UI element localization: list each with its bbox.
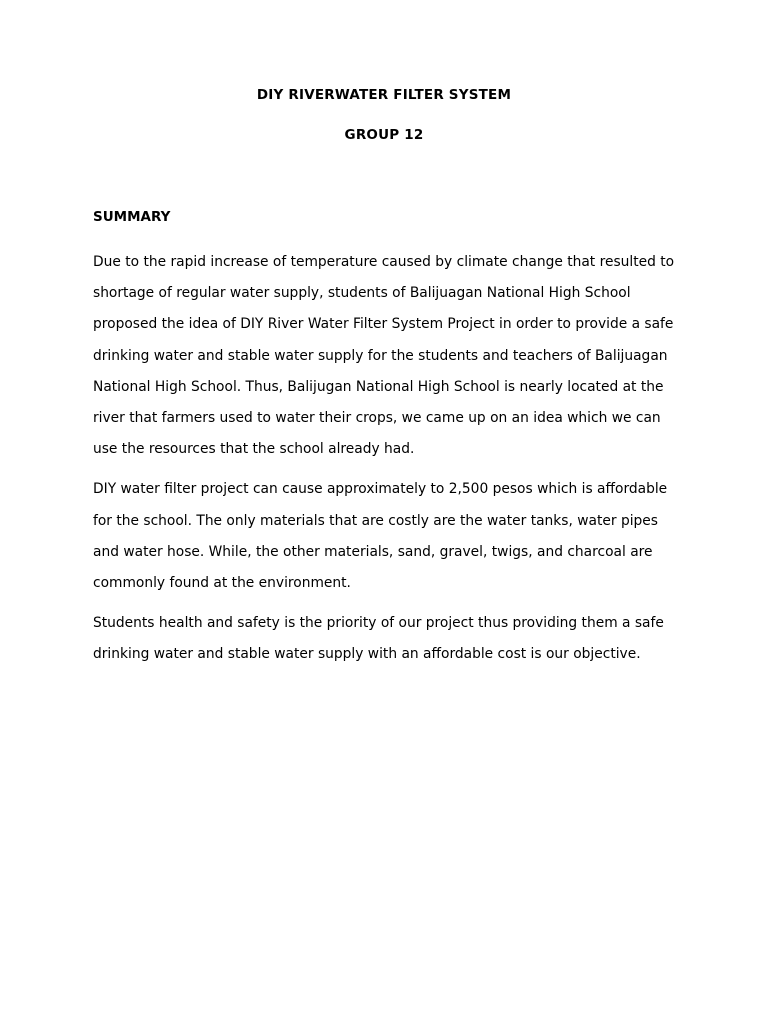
- group-label: GROUP 12: [344, 127, 424, 143]
- document-title: DIY RIVERWATER FILTER SYSTEM: [256, 87, 512, 103]
- summary-heading: SUMMARY: [93, 209, 171, 225]
- summary-paragraph-3: Students health and safety is the priority of our project thus providing them a safe drinking water and stable water supply with an affordable cost is our objective.: [93, 615, 664, 663]
- summary-paragraph-2: DIY water filter project can cause approximately to 2,500 pesos which is affordable for the school. The only materials that are costly are the water tanks, water pipes and water hose. While, the other materials, sand, gravel, twigs, and charcoal are commonly found at the environment.: [93, 481, 668, 592]
- summary-paragraph-1: Due to the rapid increase of temperature caused by climate change that resulted to shortage of regular water supply, students of Balijuagan National High School proposed the idea of DIY River Water Filter System Project in order to provide a safe drinking water and stable water supply for the students and teachers of Balijuagan National High School. Thus, Balijugan National High School is nearly located at the river that farmers used to water their crops, we came up on an idea which we can use the resources that the school already had.: [93, 254, 675, 458]
- summary-body: [93, 247, 683, 680]
